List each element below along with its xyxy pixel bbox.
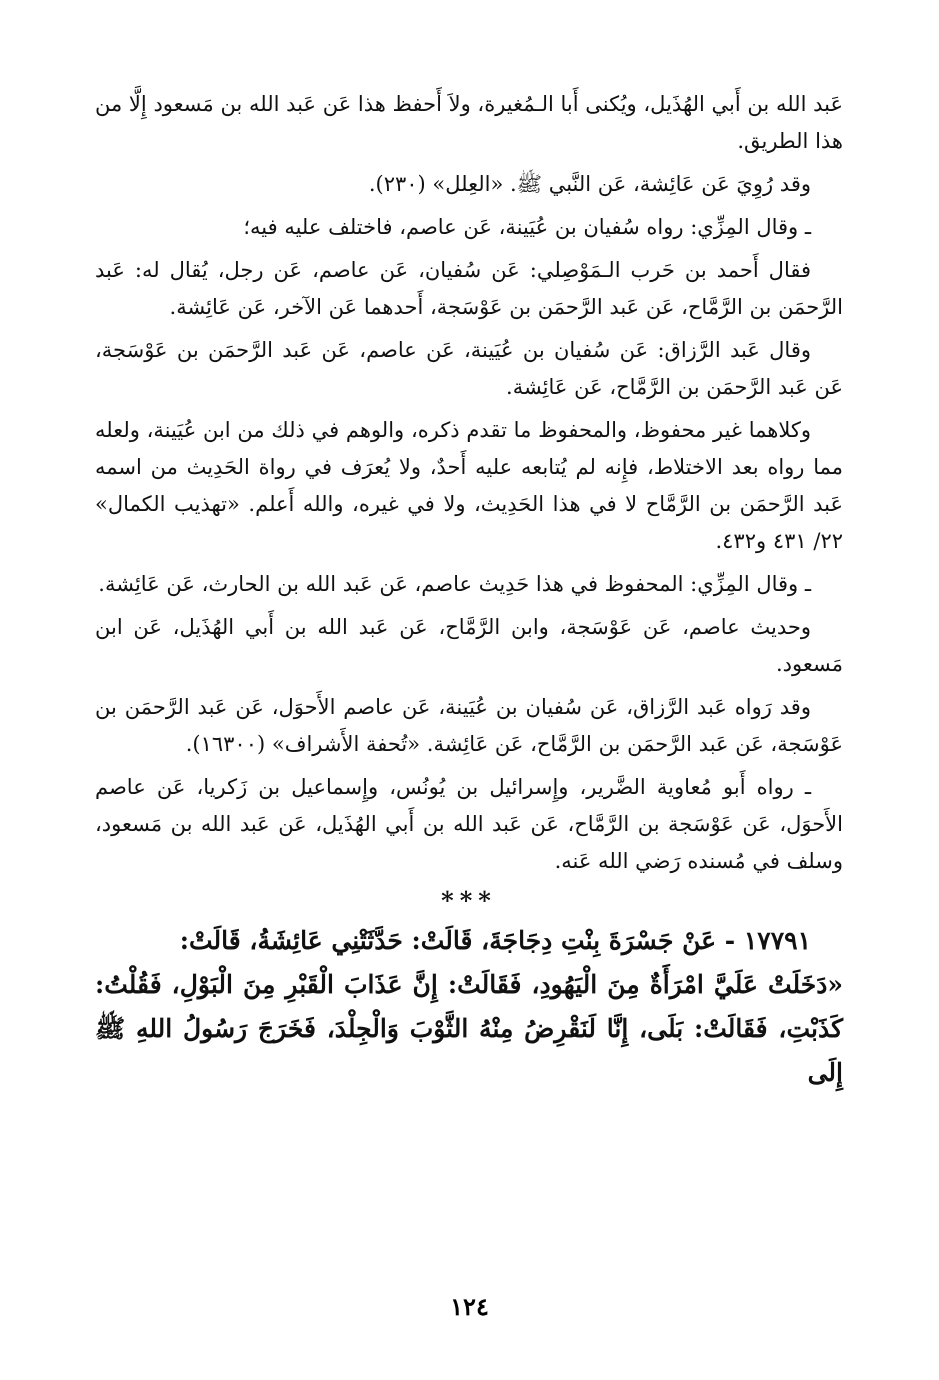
page-body (95, 86, 843, 1095)
paragraph-9: وقد رَواه عَبد الرَّزاق، عَن سُفيان بن عُيَينة، عَن عاصم الأَحوَل، عَن عَبد الرَّحمَن بن عَوْسَجة، عَن عَبد الرَّحمَن بن الرَّمَّاح، عَن عَائِشة. «تُحفة الأَشراف» (١٦٣٠٠). (95, 695, 843, 756)
paragraph-3: ـ وقال المِزِّي: رواه سُفيان بن عُيَينة، عَن عاصم، فاختلف عليه فيه؛ (243, 215, 811, 239)
section-separator: *** (441, 886, 497, 915)
paragraph-4: فقال أَحمد بن حَرب الـمَوْصِلي: عَن سُفيان، عَن عاصم، عَن رجل، يُقال له: عَبد الرَّحمَن بن الرَّمَّاح، عَن عَبد الرَّحمَن بن عَوْسَجة، أَحدهما عَن الآخر، عَن عَائِشة. (95, 258, 843, 319)
paragraph-10: ـ رواه أَبو مُعاوية الضَّرير، وإِسرائيل بن يُونُس، وإِسماعيل بن زَكريا، عَن عاصم الأَحوَل، عَن عَوْسَجة بن الرَّمَّاح، عَن عَبد الله بن أَبي الهُذَيل، عَن عَبد الله بن مَسعود، وسلف في مُسنده رَضي الله عَنه. (95, 775, 843, 873)
hadith-number-line: ١٧٧٩١ - عَنْ جَسْرَةَ بِنْتِ دِجَاجَةَ، قَالَتْ: حَدَّثَتْنِي عَائِشَةُ، قَالَتْ: (179, 926, 811, 955)
paragraph-5: وقال عَبد الرَّزاق: عَن سُفيان بن عُيَينة، عَن عاصم، عَن عَبد الرَّحمَن بن عَوْسَجة، عَن عَبد الرَّحمَن بن الرَّمَّاح، عَن عَائِشة. (95, 338, 843, 399)
paragraph-7: ـ وقال المِزِّي: المحفوظ في هذا حَدِيث عاصم، عَن عَبد الله بن الحارث، عَن عَائِشة. (98, 572, 811, 596)
paragraph-2: وقد رُوِيَ عَن عَائِشة، عَن النَّبي ﷺ. «العِلل» (٢٣٠). (368, 172, 811, 196)
hadith-body: «دَخَلَتْ عَلَيَّ امْرَأَةٌ مِنَ الْيَهُودِ، فَقَالَتْ: إِنَّ عَذَابَ الْقَبْرِ مِنَ الْبَوْلِ، فَقُلْتُ: كَذَبْتِ، فَقَالَتْ: بَلَى، إِنَّا لَنَقْرِضُ مِنْهُ الثَّوْبَ وَالْجِلْدَ، فَخَرَجَ رَسُولُ اللهِ ﷺ إِلَى (95, 970, 843, 1087)
page-number: ١٢٤ (450, 1292, 489, 1321)
paragraph-8: وحديث عاصم، عَن عَوْسَجة، وابن الرَّمَّاح، عَن عَبد الله بن أَبي الهُذَيل، عَن ابن مَسعود. (95, 615, 843, 676)
paragraph-6: وكلاهما غير محفوظ، والمحفوظ ما تقدم ذكره، والوهم في ذلك من ابن عُيَينة، ولعله مما رواه بعد الاختلاط، فإِنه لم يُتابعه عليه أَحدٌ، ولا يُعرَف في رواة الحَدِيث من اسمه عَبد الرَّحمَن بن الرَّمَّاح لا في هذا الحَدِيث، ولا في غيره، والله أَعلم. «تهذيب الكمال» ٢٢/ ٤٣١ و٤٣٢. (95, 418, 843, 553)
paragraph-1: عَبد الله بن أَبي الهُذَيل، ويُكنى أَبا الـمُغيرة، ولاَ أَحفظ هذا عَن عَبد الله بن مَسعود إِلَّا من هذا الطريق. (95, 92, 843, 153)
